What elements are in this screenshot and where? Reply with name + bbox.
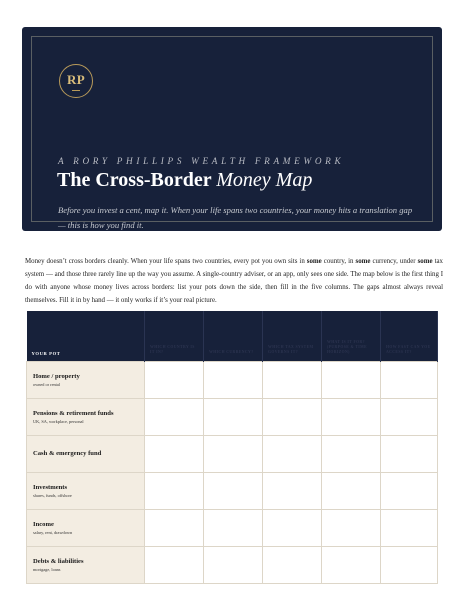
column-header: WHICH COUNTRY IS IT IN? [145,311,204,362]
fill-in-cell[interactable] [263,362,322,399]
pot-cell [27,399,145,436]
column-header: YOUR POT [27,311,145,362]
pot-label: Home / property [33,373,80,380]
intro-bold-2: some [355,257,371,265]
column-header: WHICH TAX SYSTEM GOVERNS IT? [263,311,322,362]
fill-in-cell[interactable] [322,547,381,584]
fill-in-cell[interactable] [381,510,438,547]
fill-in-cell[interactable] [263,473,322,510]
page-title [57,169,437,192]
fill-in-cell[interactable] [322,399,381,436]
intro-paragraph [25,255,443,307]
hero-banner [22,27,442,231]
pot-cell [27,473,145,510]
fill-in-cell[interactable] [145,399,204,436]
fill-in-cell[interactable] [381,436,438,473]
table-row [27,510,438,547]
fill-in-cell[interactable] [204,362,263,399]
pot-note: mortgage, loans [33,567,61,572]
page-subtitle: Before you invest a cent, map it. When your life spans two countries, your money hits a translation gap — this is how you find it. [58,205,413,230]
logo-monogram: RP [67,71,85,87]
pot-note: UK, SA, workplace, personal [33,419,84,424]
pot-note: owned or rental [33,382,60,387]
pot-label: Debts & liabilities [33,558,84,565]
hero-frame [31,36,433,222]
fill-in-cell[interactable] [145,436,204,473]
fill-in-cell[interactable] [204,436,263,473]
table-row [27,547,438,584]
fill-in-cell[interactable] [145,547,204,584]
pot-label: Investments [33,484,68,491]
pot-cell [27,510,145,547]
pot-label: Cash & emergency fund [33,449,102,457]
pot-note: salary, rent, drawdown [33,530,73,535]
column-header: WHAT IS IT FOR? (PURPOSE & TIME HORIZON) [322,311,381,362]
fill-in-cell[interactable] [381,399,438,436]
fill-in-cell[interactable] [204,399,263,436]
rp-logo [59,64,93,98]
framework-eyebrow: A RORY PHILLIPS WEALTH FRAMEWORK [58,156,345,166]
fill-in-cell[interactable] [263,510,322,547]
fill-in-cell[interactable] [263,399,322,436]
pot-label: Income [33,521,54,528]
fill-in-cell[interactable] [322,362,381,399]
pot-label: Pensions & retirement funds [33,410,114,417]
column-header: WHICH CURRENCY? [204,311,263,362]
fill-in-cell[interactable] [381,547,438,584]
table-row [27,436,438,473]
fill-in-cell[interactable] [322,510,381,547]
fill-in-cell[interactable] [322,436,381,473]
logo-underline [72,90,80,91]
fill-in-cell[interactable] [263,547,322,584]
intro-text-2: country, in [321,257,356,265]
intro-text-1: Money doesn’t cross borders cleanly. When your life spans two countries, every pot you own sits in [25,257,307,265]
column-header: HOW FAST CAN YOU ACCESS IT? [381,311,438,362]
table-row [27,362,438,399]
fill-in-cell[interactable] [263,436,322,473]
pot-note: shares, funds, offshore [33,493,72,498]
pot-cell [27,362,145,399]
fill-in-cell[interactable] [204,473,263,510]
table-row [27,399,438,436]
fill-in-cell[interactable] [322,473,381,510]
table-row [27,473,438,510]
fill-in-cell[interactable] [145,510,204,547]
fill-in-cell[interactable] [381,362,438,399]
fill-in-cell[interactable] [145,362,204,399]
intro-text-3: currency, under [370,257,418,265]
fill-in-cell[interactable] [204,547,263,584]
intro-bold-1: some [306,257,322,265]
fill-in-cell[interactable] [204,510,263,547]
fill-in-cell[interactable] [145,473,204,510]
money-map-table [26,311,438,584]
intro-bold-3: some [417,257,433,265]
pot-cell [27,436,145,473]
title-main: The Cross-Border [57,169,212,191]
title-emphasis: Money Map [216,169,313,191]
fill-in-cell[interactable] [381,473,438,510]
intro-text-4: tax system — and those three rarely line up the way you assume. A single-country adviser, or an app, only sees one side. The map below is the first thing I do with anyone whose money lives across borders: list your pots down the side, then fill in the five columns. The gaps almost always reveal themselves. Fill it in by hand — it only works if it’s your real picture. [25,257,443,305]
pot-cell [27,547,145,584]
table-header-row [27,311,438,362]
